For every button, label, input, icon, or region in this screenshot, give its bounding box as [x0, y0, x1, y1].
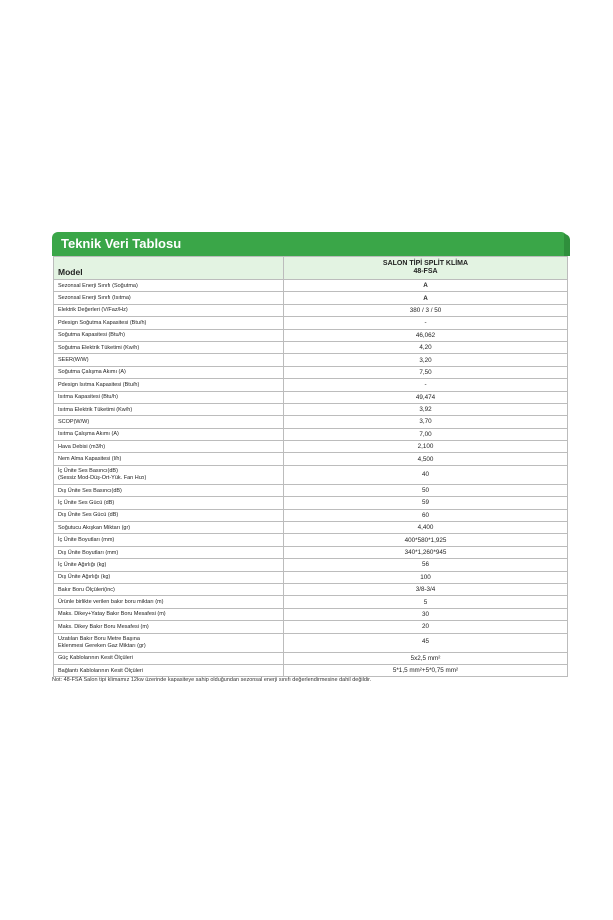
row-label: [54, 522, 284, 534]
row-label: [54, 366, 284, 378]
row-label: [54, 453, 284, 465]
row-label-text: Maks. Dikey+Yatay Bakır Boru Mesafesi (m): [58, 611, 166, 618]
row-label: [54, 280, 284, 292]
product-line-2: 48-FSA: [413, 268, 438, 275]
row-label-text: Isıtma Kapasitesi (Btu/h): [58, 394, 118, 401]
row-value: -: [284, 317, 568, 329]
table-row: [54, 633, 568, 652]
table-row: [54, 391, 568, 403]
row-label-text: Dış Ünite Ses Basıncı(dB): [58, 487, 122, 494]
row-label-text: Bakır Boru Ölçüleri(inc): [58, 586, 115, 593]
row-label: [54, 571, 284, 583]
table-row: [54, 571, 568, 583]
table-row: [54, 354, 568, 366]
row-value: A: [284, 292, 568, 304]
table-title: Teknik Veri Tablosu: [52, 232, 567, 256]
row-label: [54, 608, 284, 620]
row-value: 40: [284, 465, 568, 484]
row-value: 3/8-3/4: [284, 583, 568, 595]
row-label: [54, 596, 284, 608]
row-label: [54, 304, 284, 316]
table-row: [54, 596, 568, 608]
row-value: A: [284, 280, 568, 292]
row-value: 4,20: [284, 341, 568, 353]
row-label: [54, 534, 284, 546]
row-value: 30: [284, 608, 568, 620]
row-value: 49,474: [284, 391, 568, 403]
table-row: [54, 428, 568, 440]
row-label: [54, 621, 284, 633]
row-label: [54, 484, 284, 496]
product-name: [284, 257, 568, 280]
row-label-text: Ürünle birlikte verilen bakır boru miktarı (m): [58, 599, 164, 606]
row-label-text: Hava Debisi (m3/h): [58, 443, 106, 450]
row-label: [54, 329, 284, 341]
row-label: [54, 497, 284, 509]
table-row: [54, 341, 568, 353]
row-value: 56: [284, 559, 568, 571]
row-label: [54, 416, 284, 428]
row-label-text-2: (Sessiz Mod-Düş-Ort-Yük. Fan Hızı): [58, 474, 147, 481]
row-label: [54, 292, 284, 304]
table-row: [54, 304, 568, 316]
row-value: 45: [284, 633, 568, 652]
row-label: [54, 664, 284, 676]
row-label-text-2: Eklenmesi Gereken Gaz Miktarı (gr): [58, 642, 146, 649]
table-row: [54, 379, 568, 391]
row-label: [54, 354, 284, 366]
footnote: Not: 48-FSA Salon tipi klimamız 12kw üzerinde kapasiteye sahip olduğundan sezonsal enerji sınıfı değerlendirmesine dahil değildir.: [52, 677, 372, 683]
row-value: -: [284, 379, 568, 391]
row-value: 380 / 3 / 50: [284, 304, 568, 316]
table-row: [54, 608, 568, 620]
product-line-1: SALON TİPİ SPLİT KLİMA: [382, 260, 469, 267]
table-row: [54, 546, 568, 558]
row-value: 340*1,260*945: [284, 546, 568, 558]
row-value: 3,92: [284, 403, 568, 415]
row-label-text: Soğutucu Akışkan Miktarı (gr): [58, 524, 131, 531]
row-value: 2,100: [284, 441, 568, 453]
table-row: [54, 664, 568, 676]
table-row: [54, 329, 568, 341]
row-label: [54, 428, 284, 440]
row-label: [54, 341, 284, 353]
row-label-text: Pdesign Soğutma Kapasitesi (Btu/h): [58, 319, 147, 326]
technical-data-sheet: [52, 232, 567, 677]
row-label: [54, 465, 284, 484]
row-value: 20: [284, 621, 568, 633]
row-label-text: Soğutma Çalışma Akımı (A): [58, 369, 126, 376]
row-value: 7,50: [284, 366, 568, 378]
row-label-text: SEER(W/W): [58, 357, 89, 364]
table-row: [54, 652, 568, 664]
row-label-text: İç Ünite Boyutları (mm): [58, 537, 115, 544]
row-value: 3,70: [284, 416, 568, 428]
row-label-text: Uzatılan Bakır Boru Metre Başına: [58, 636, 140, 643]
row-label-text: SCOP(W/W): [58, 418, 90, 425]
table-row: [54, 534, 568, 546]
table-row: [54, 465, 568, 484]
row-label-text: Pdesign Isıtma Kapasitesi (Btu/h): [58, 381, 140, 388]
row-label-text: Güç Kablolarının Kesit Ölçüleri: [58, 655, 133, 662]
row-value: 400*580*1,925: [284, 534, 568, 546]
table-row: [54, 441, 568, 453]
row-value: 50: [284, 484, 568, 496]
row-label-text: Dış Ünite Ses Gücü (dB): [58, 512, 119, 519]
row-label: [54, 403, 284, 415]
row-label: [54, 391, 284, 403]
row-label: [54, 317, 284, 329]
row-label: [54, 652, 284, 664]
row-label: [54, 441, 284, 453]
row-value: 5*1,5 mm²+5*0,75 mm²: [284, 664, 568, 676]
row-value: 100: [284, 571, 568, 583]
row-label-text: Dış Ünite Ağırlığı (kg): [58, 574, 111, 581]
row-label: [54, 546, 284, 558]
table-row: [54, 621, 568, 633]
row-value: 4,400: [284, 522, 568, 534]
row-label-text: Soğutma Kapasitesi (Btu/h): [58, 332, 125, 339]
table-row: [54, 484, 568, 496]
row-label-text: Maks. Dikey Bakır Boru Mesafesi (m): [58, 623, 149, 630]
row-value: 46,062: [284, 329, 568, 341]
table-row: [54, 559, 568, 571]
row-label: [54, 633, 284, 652]
row-label-text: Soğutma Elektrik Tüketimi (Kw/h): [58, 344, 140, 351]
table-row: [54, 403, 568, 415]
table-row: [54, 453, 568, 465]
row-label-text: İç Ünite Ses Gücü (dB): [58, 499, 115, 506]
row-value: 60: [284, 509, 568, 521]
row-label-text: Elektrik Değerleri (V/Faz/Hz): [58, 307, 128, 314]
table-row: [54, 292, 568, 304]
model-label: Model: [54, 257, 284, 280]
row-value: 59: [284, 497, 568, 509]
row-label-text: Bağlantı Kablolarının Kesit Ölçüleri: [58, 667, 143, 674]
row-value: 4,500: [284, 453, 568, 465]
row-label-text: Isıtma Elektrik Tüketimi (Kw/h): [58, 406, 133, 413]
row-label-text: Nem Alma Kapasitesi (l/h): [58, 456, 122, 463]
row-label-text: İç Ünite Ses Basıncı(dB): [58, 468, 118, 475]
row-label-text: Isıtma Çalışma Akımı (A): [58, 431, 119, 438]
row-label: [54, 379, 284, 391]
table-row: [54, 317, 568, 329]
table-row: [54, 497, 568, 509]
table-row: [54, 509, 568, 521]
row-value: 7,00: [284, 428, 568, 440]
row-label: [54, 559, 284, 571]
row-label: [54, 509, 284, 521]
row-value: 5: [284, 596, 568, 608]
table-row: [54, 583, 568, 595]
row-value: 5x2,5 mm²: [284, 652, 568, 664]
table-row: [54, 416, 568, 428]
row-label-text: Dış Ünite Boyutları (mm): [58, 549, 119, 556]
row-value: 3,20: [284, 354, 568, 366]
table-header-row: [54, 257, 568, 280]
row-label-text: İç Ünite Ağırlığı (kg): [58, 561, 107, 568]
row-label-text: Sezonsal Enerji Sınıfı (Isıtma): [58, 295, 131, 302]
table-row: [54, 280, 568, 292]
row-label-text: Sezonsal Enerji Sınıfı (Soğutma): [58, 282, 138, 289]
row-label: [54, 583, 284, 595]
table-row: [54, 366, 568, 378]
spec-table: [53, 256, 568, 677]
table-row: [54, 522, 568, 534]
